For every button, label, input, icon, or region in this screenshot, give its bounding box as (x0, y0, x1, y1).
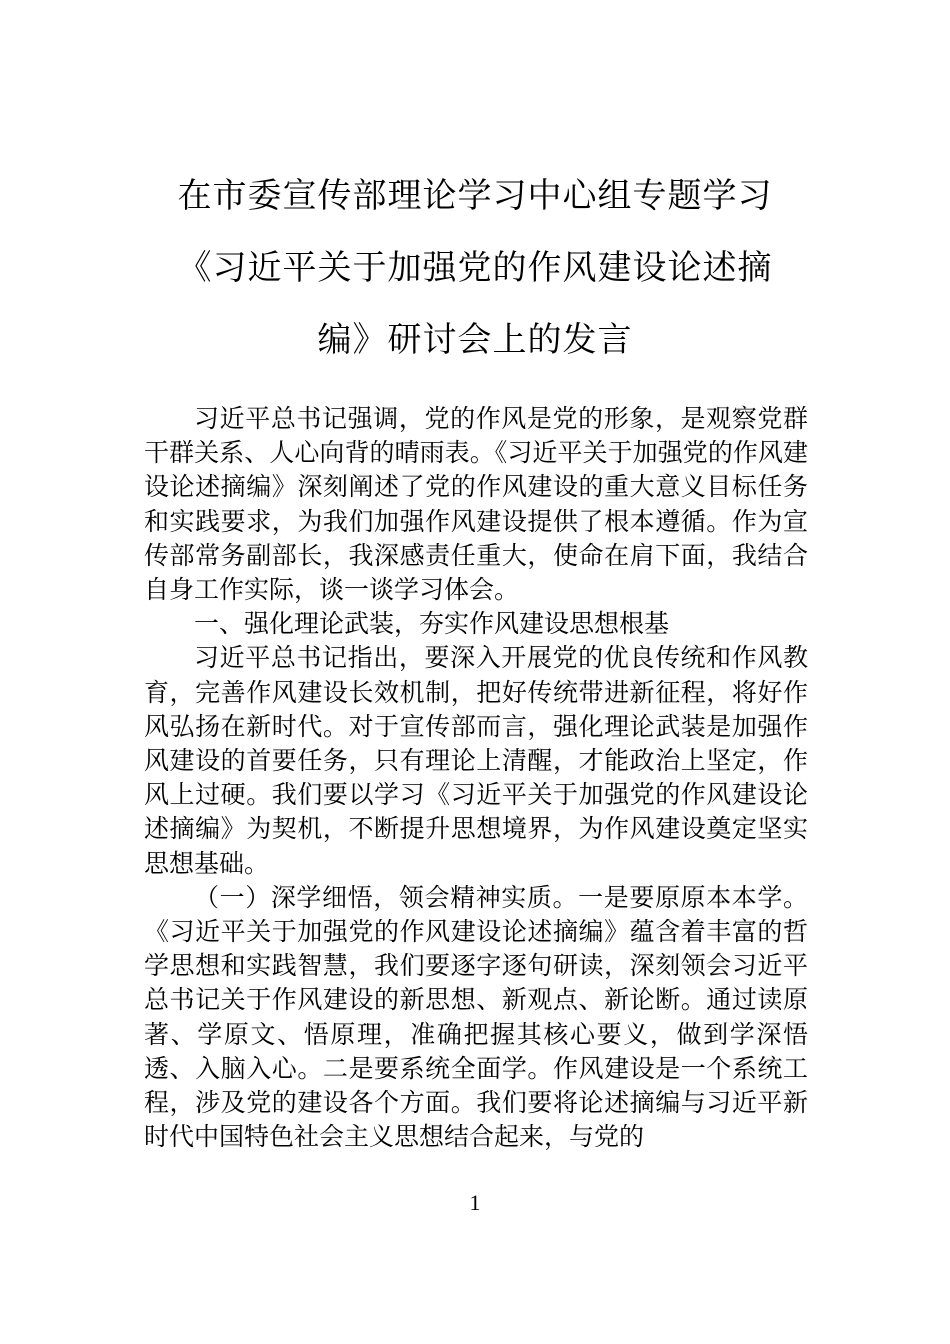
paragraph-subsection-1: （一）深学细悟，领会精神实质。一是要原原本本学。《习近平关于加强党的作风建设论述摘编》蕴含着丰富的哲学思想和实践智慧，我们要逐字逐句研读，深刻领会习近平总书记关于作风建设的新思想、新观点、新论断。通过读原著、学原文、悟原理，准确把握其核心要义，做到学深悟透、入脑入心。二是要系统全面学。作风建设是一个系统工程，涉及党的建设各个方面。我们要将论述摘编与习近平新时代中国特色社会主义思想结合起来，与党的 (144, 882, 808, 1152)
paragraph-section-1: 习近平总书记指出，要深入开展党的优良传统和作风教育，完善作风建设长效机制，把好传统带进新征程，将好作风弘扬在新时代。对于宣传部而言，强化理论武装是加强作风建设的首要任务，只有理论上清醒，才能政治上坚定，作风上过硬。我们要以学习《习近平关于加强党的作风建设论述摘编》为契机，不断提升思想境界，为作风建设奠定坚实思想基础。 (144, 643, 808, 878)
document-title (140, 160, 810, 376)
title-line-1: 在市委宣传部理论学习中心组专题学习 (177, 176, 773, 216)
paragraph-intro: 习近平总书记强调，党的作风是党的形象，是观察党群干群关系、人心向背的晴雨表。《习近平关于加强党的作风建设论述摘编》深刻阐述了党的作风建设的重大意义目标任务和实践要求，为我们加强作风建设提供了根本遵循。作为宣传部常务副部长，我深感责任重大，使命在肩下面，我结合自身工作实际，谈一谈学习体会。 (144, 404, 808, 605)
section-heading-1: 一、强化理论武装，夯实作风建设思想根基 (194, 609, 670, 639)
title-line-2: 《习近平关于加强党的作风建设论述摘 (177, 248, 773, 288)
page-number: 1 (469, 1190, 481, 1215)
title-line-3: 编》研讨会上的发言 (317, 320, 633, 360)
document-body (144, 402, 808, 1154)
